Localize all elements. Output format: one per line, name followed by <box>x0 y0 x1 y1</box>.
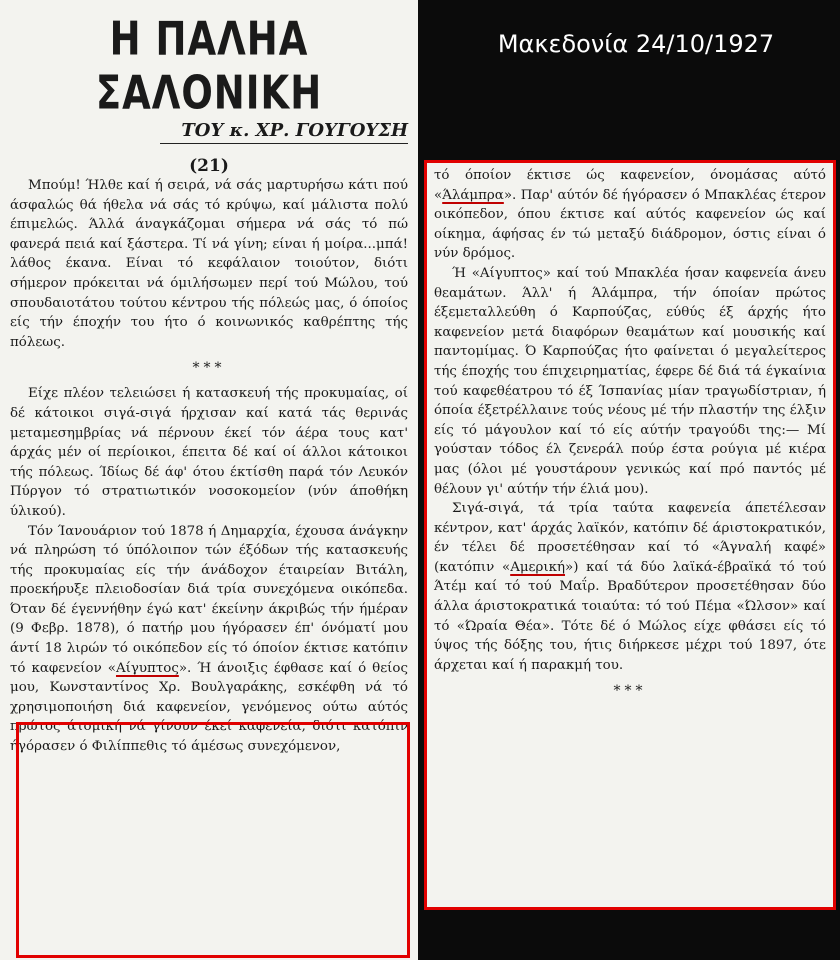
highlight-aigyptos: Αίγυπτος <box>115 660 179 676</box>
right-paragraph-1 <box>434 166 826 264</box>
right-paragraph-1-tail: ». Παρ' αύτόν δέ ήγόρασεν ό Μπακλέας έτερον οικόπεδον, όπου έκτισε καί αύτός καφενείον ώς καί οίκημα, άφήσας έν τώ μεταξύ διάδρομον, όστις είναι ό νύν δρόμος. <box>434 187 826 262</box>
left-paragraph-3 <box>10 522 408 757</box>
left-paragraph-2: Είχε πλέον τελειώσει ή κατασκευή τής προκυμαίας, οί δέ κάτοικοι σιγά-σιγά ήρχισαν καί κατά τάς θερινάς μεταμεσημβρίας νά πέρνουν έκεί τόν άέρα τους κατ' άρχάς μέν οί περίοικοι, έπειτα δέ καί οί άλλοι κάτοικοι τής πόλεως. Ίδίως δέ άφ' ότου έκτίσθη παρά τόν Λευκόν Πύργον τό στρατιωτικόν νοσοκομείον (νύν άποθήκη ύλικού). <box>10 386 408 519</box>
installment-number: (21) <box>189 156 229 176</box>
right-column <box>424 160 836 910</box>
article-title: Η ΠΑΛΗΑ ΣΑΛΟΝΙΚΗ <box>95 12 323 120</box>
left-paragraph-1: Μπούμ! Ήλθε καί ή σειρά, νά σάς μαρτυρήσω κάτι πού άσφαλώς θά ήθελα νά σάς τό κρύψω, καί μάλιστα πολύ έπιμελώς. Άλλά άναγκάζομαι σήμερα νά σάς τό πώ φανερά πειά καί ξάστερα. Τί νά γίνη; είναι ή μοίρα...μπά! λάθος έκανα. Είναι τό κεφάλαιον τοιούτον, διότι σήμερον πρόκειται νά όμιλήσωμεν περί τού Μώλου, τού σπουδαιοτάτου τούτου κέντρου τής πόλεώς μας, ό όποίος είς τήν έποχήν του ήτο ό κοινωνικός καθρέπτης τής πόλεως. <box>10 178 408 350</box>
right-paragraph-1-text: τό όποίον έκτισε ώς καφενείον, όνομάσας αύτό « <box>434 168 826 203</box>
date-caption: Μακεδονία 24/10/1927 <box>497 30 775 58</box>
left-paragraph-3-tail: ». Ή άνοιξις έφθασε καί ό θείος μου, Κωνσταντίνος Χρ. Βουλγαράκης, εσκέφθη νά τό χρησιμοποιήση διά καφενείον, γενόμενος ούτω αύτός πρώτος άτομική νά γίνουν έκεί καφενεία, διότι κατόπιν ήγόρασεν ό Φιλίππεθις τό άμέσως συνεχόμενον, <box>10 660 408 755</box>
highlight-ameriki: Αμερική <box>510 559 566 575</box>
left-column <box>0 0 418 960</box>
right-paragraph-3 <box>434 499 826 675</box>
section-separator: *** <box>192 360 226 377</box>
left-paragraph-3-text: Τόν Ίανουάριον τού 1878 ή Δημαρχία, έχουσα άνάγκην νά πληρώση τό ύπόλοιπον τών έξόδων τής κατασκευής τής προκυμαίας είς τήν άνάδοχον έταιρείαν Βιτάλη, προεκήρυξε πλειοδοσίαν διά τρία συνεχόμενα οικόπεδα. Όταν δέ έγεννήθην έγώ κατ' έκείνην άκριβώς τήν ήμέραν (9 Φεβρ. 1878), ό πατήρ μου ήγόρασεν έπ' όνόματί μου άντί 18 λιρών τό οικόπεδον είς τό όποίον έκτισε κατόπιν τό καφενείον « <box>10 523 408 676</box>
highlight-alampra: Άλάμπρα <box>442 187 504 203</box>
right-paragraph-3-text: Σιγά-σιγά, τά τρία ταύτα καφενεία άπετέλεσαν κέντρον, κατ' άρχάς λαϊκόν, κατόπιν δέ άριστοκρατικόν, έν τέλει δέ προσετέθησαν καί τό «Άγναλή καφέ» (κατόπιν « <box>434 501 826 575</box>
right-paragraph-2: Ή «Αίγυπτος» καί τού Μπακλέα ήσαν καφενεία άνευ θεαμάτων. Άλλ' ή Άλάμπρα, τήν όποίαν πρώτος έξεμεταλλεύθη ό Καρπούζας, εύθύς έξ άρχής ήτο καφενείον μετά διαφόρων θεαμάτων καί μουσικής καί παντομίμας. Ό Καρπούζας ήτο φαίνεται ό μεγαλείτερος τής έποχής του έπιχειρηματίας, έφερε δέ διά τά έγκαίνια τού καφεθέατρου τό έξ Ίσπανίας μίαν τραγωδίστριαν, ή όποία έξετρέλλαινε τούς νέους μέ τήν πλαστήν της έλξιν είς τό μάγουλον καί τό είς αύτήν τραγούδι της:— Μί γούσταν τόδος έλ ζενεράλ πούρ έστα ρούγια μέ κιέρα μας (όλοι μέ γουστάρουν γενικώς καί πρό παντός μέ θέλουν γι' αύτήν τήν έλιά μου). <box>434 265 826 497</box>
article-byline: ΤΟΥ κ. ΧΡ. ΓΟΥΓΟΥΣΗ <box>160 120 408 144</box>
end-separator: *** <box>613 683 647 700</box>
right-paragraph-3-tail: ») καί τά δύο λαϊκά-έβραϊκά τό τού Άτέμ καί τό τού Μαΐρ. Βραδύτερον προσετέθησαν δύο άλλα άριστοκρατικά τοιαύτα: τό τού Πέμα «Ώλσον» καί τό «Ώραία Θέα». Τότε δέ ό Μώλος είχε φθάσει είς τό ύψος τής δόξης του, ήτις διήρκεσε μέχρι τού 1897, ότε άρχεται καί ή παρακμή του. <box>434 559 826 673</box>
